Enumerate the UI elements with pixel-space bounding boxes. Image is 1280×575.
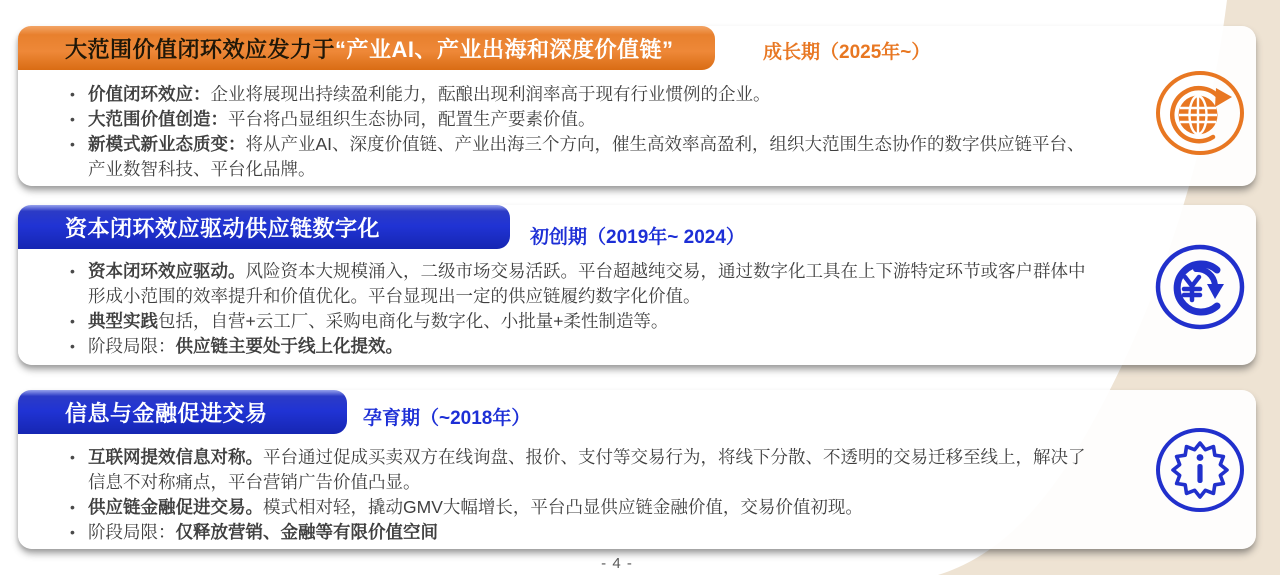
stage-title-prefix: 大范围价值闭环效应发力于	[65, 36, 336, 62]
bullet-item	[68, 520, 1088, 545]
stage-card-incubation	[18, 390, 1256, 549]
bullet-lead-bold: 新模式新业态质变：	[88, 134, 246, 154]
bullet-text: 将从产业AI、深度价值链、产业出海三个方向，催生高效率高盈利，组织大范围生态协作的数字供应链平台、产业数智科技、平台化品牌。	[88, 134, 1085, 179]
bullet-item	[68, 495, 1088, 520]
bullet-lead-bold: 典型实践	[88, 311, 158, 331]
bullet-lead-bold: 互联网提效信息对称。	[88, 447, 263, 467]
stage-card-startup	[18, 205, 1256, 365]
stage-title	[65, 33, 674, 64]
bullet-list	[68, 82, 1088, 182]
stage-banner-startup	[18, 205, 510, 249]
bullet-text: 包括，自营+云工厂、采购电商化与数字化、小批量+柔性制造等。	[158, 311, 669, 331]
bullet-lead-bold: 仅释放营销、金融等有限价值空间	[175, 522, 438, 542]
currency-cycle-icon	[1154, 241, 1246, 333]
bullet-item	[68, 309, 1088, 334]
bullet-text: 风险资本大规模涌入，二级市场交易活跃。平台超越纯交易，通过数字化工具在上下游特定环节或客户群体中形成小范围的效率提升和价值优化。平台显现出一定的供应链履约数字化价值。	[88, 261, 1086, 306]
bullet-lead-bold: 供应链金融促进交易。	[88, 497, 263, 517]
bullet-item	[68, 334, 1088, 359]
bullet-list	[68, 259, 1088, 359]
bullet-lead-bold: 价值闭环效应：	[88, 84, 211, 104]
bullet-text: 平台将凸显组织生态协同，配置生产要素价值。	[228, 109, 596, 129]
bullet-item	[68, 107, 1088, 132]
globe-cycle-icon	[1154, 67, 1246, 159]
stage-title: 信息与金融促进交易	[65, 400, 268, 426]
stage-title: 资本闭环效应驱动供应链数字化	[65, 215, 381, 241]
bullet-lead-bold: 资本闭环效应驱动。	[88, 261, 246, 281]
stage-title-quoted: “产业AI、产业出海和深度价值链”	[335, 36, 674, 62]
stage-period-label: 孕育期（~2018年）	[363, 408, 531, 429]
bullet-text: 平台通过促成买卖双方在线询盘、报价、支付等交易行为，将线下分散、不透明的交易迁移至线上，解决了信息不对称痛点，平台营销广告价值凸显。	[88, 447, 1086, 492]
stage-card-growth	[18, 26, 1256, 186]
bullet-text: 阶段局限：	[88, 336, 176, 356]
bullet-item	[68, 82, 1088, 107]
stage-banner-incubation	[18, 390, 347, 434]
info-burst-icon	[1154, 424, 1246, 516]
page-number: - 4 -	[601, 555, 633, 572]
bullet-list	[68, 445, 1088, 545]
stage-banner-growth	[18, 26, 715, 70]
bullet-lead-bold: 供应链主要处于线上化提效。	[175, 336, 403, 356]
bullet-text: 企业将展现出持续盈利能力，酝酿出现利润率高于现有行业惯例的企业。	[210, 84, 771, 104]
bullet-text: 模式相对轻，撬动GMV大幅增长，平台凸显供应链金融价值，交易价值初现。	[263, 497, 863, 517]
bullet-text: 阶段局限：	[88, 522, 176, 542]
bullet-lead-bold: 大范围价值创造：	[88, 109, 228, 129]
bullet-item	[68, 259, 1088, 309]
stage-period-label: 成长期（2025年~）	[763, 42, 931, 63]
bullet-item	[68, 445, 1088, 495]
bullet-item	[68, 132, 1088, 182]
stage-period-label: 初创期（2019年~ 2024）	[530, 227, 745, 248]
